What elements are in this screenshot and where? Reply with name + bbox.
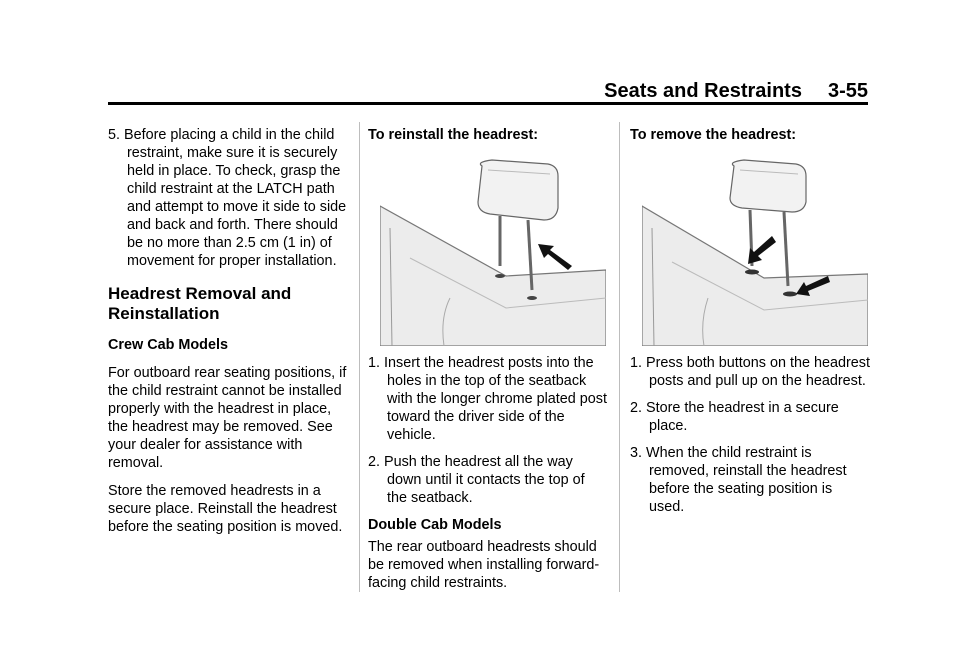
step-2: 2. Store the headrest in a secure place. — [630, 400, 839, 434]
subheading-remove: To remove the headrest: — [630, 127, 797, 143]
headrest-remove-illustration — [642, 158, 868, 346]
step-3: 3. When the child restraint is removed, reinstall the headrest before the seating position is used. — [630, 445, 847, 515]
section-title: Headrest Removal and Reinstallation — [108, 284, 292, 323]
header-rule — [108, 102, 868, 105]
subheading-crew-cab: Crew Cab Models — [108, 337, 228, 353]
paragraph: For outboard rear seating positions, if the child restraint cannot be installed properly with the headrest in place, the headrest may be removed. See your dealer for assistance with removal. — [108, 365, 347, 471]
paragraph: Store the removed headrests in a secure place. Reinstall the headrest before the seating position is moved. — [108, 483, 343, 535]
headrest-reinstall-illustration — [380, 158, 606, 346]
column-right — [630, 126, 870, 525]
page-number: 3-55 — [827, 80, 868, 102]
page-header — [604, 80, 868, 103]
step-1: 1. Press both buttons on the headrest posts and pull up on the headrest. — [630, 355, 871, 389]
subheading-double-cab: Double Cab Models — [368, 517, 502, 533]
column-divider — [359, 122, 360, 592]
column-left — [108, 126, 348, 546]
subheading-reinstall: To reinstall the headrest: — [368, 127, 539, 143]
step-1: 1. Insert the headrest posts into the holes in the top of the seatback with the longer chrome plated post toward the driver side of the vehicle. — [368, 355, 607, 443]
column-divider — [619, 122, 620, 592]
paragraph: The rear outboard headrests should be removed when installing forward-facing child restraints. — [368, 539, 600, 591]
section-name: Seats and Restraints — [604, 80, 802, 102]
step-5: 5. Before placing a child in the child restraint, make sure it is securely held in place. To check, grasp the child restraint at the LATCH path and attempt to move it side to side and back and forth. There should be no more than 2.5 cm (1 in) of movement for proper installation. — [108, 127, 347, 269]
step-2: 2. Push the headrest all the way down until it contacts the top of the seatback. — [368, 454, 585, 506]
column-middle — [368, 126, 608, 602]
